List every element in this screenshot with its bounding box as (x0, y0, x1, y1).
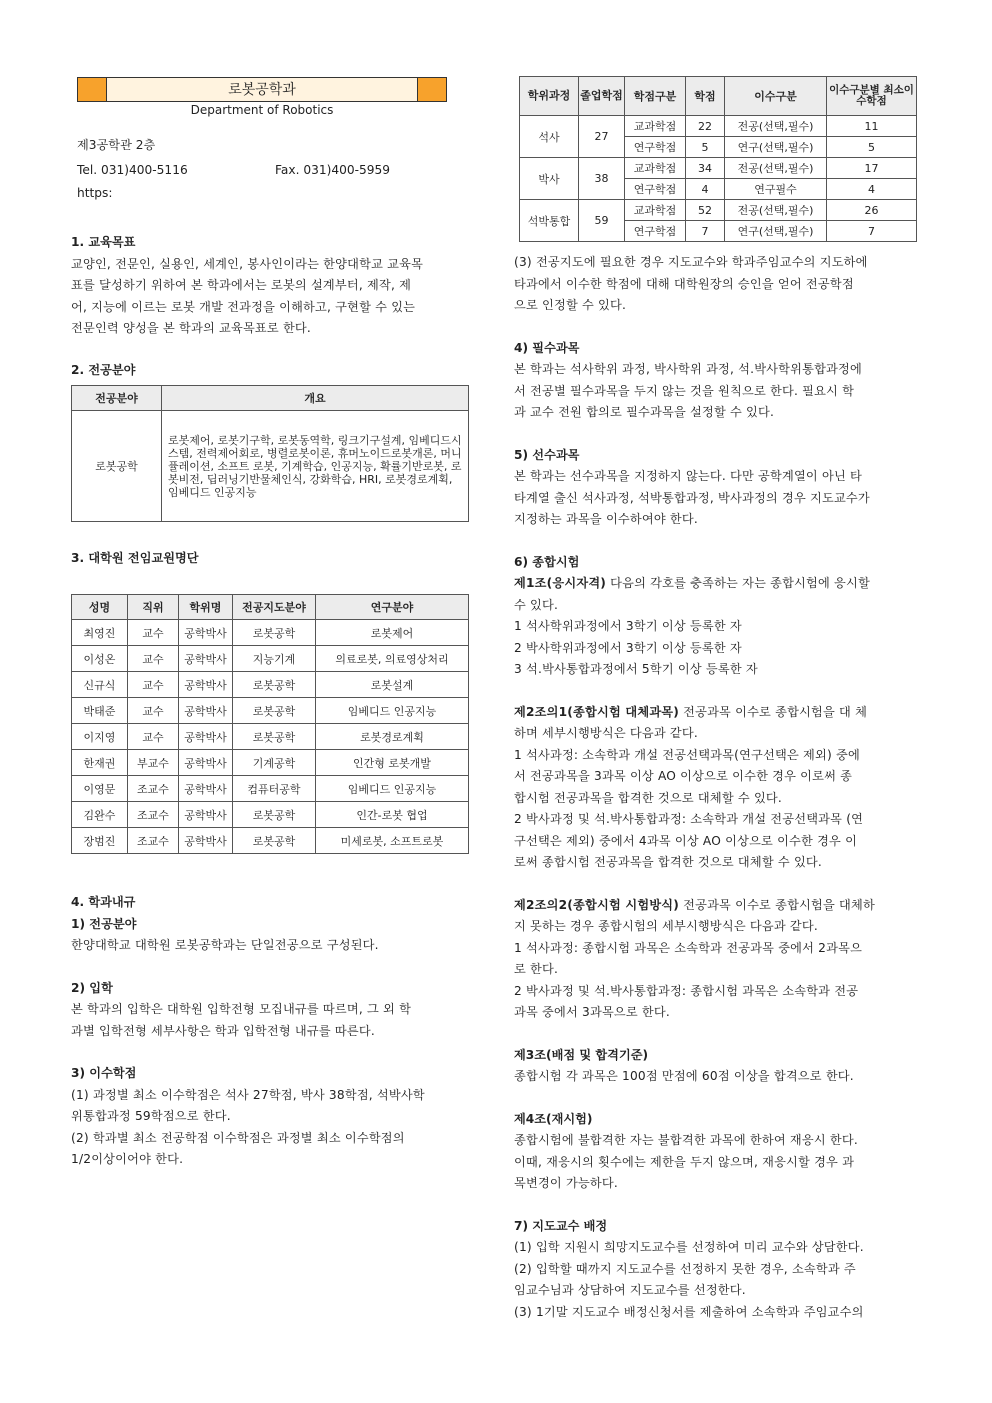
article-title: 제2조의2(종합시험 시험방식) (514, 897, 680, 912)
table-header: 졸업학점 (579, 77, 625, 116)
degree-cell: 석박통합 (520, 200, 579, 242)
credit-table (519, 76, 917, 242)
article-text: 전공과목 이수로 종합시험을 대체하 (679, 897, 875, 912)
section-heading: 1. 교육목표 (71, 235, 136, 249)
table-header: 이수구분 (725, 77, 827, 116)
section-heading: 2. 전공분야 (71, 363, 136, 377)
table-cell: 공학박사 (179, 724, 233, 750)
article-title: 제2조의1(종합시험 대체과목) (514, 704, 680, 719)
text-line: 교양인, 전문인, 실용인, 세계인, 봉사인이라는 한양대학교 교육목 (71, 256, 424, 271)
subsection-heading: 2) 입학 (71, 980, 113, 995)
subsection-heading: 7) 지도교수 배정 (514, 1218, 608, 1233)
table-header: 직위 (128, 595, 179, 620)
table-cell: 공학박사 (179, 802, 233, 828)
table-cell: 로봇공학 (233, 724, 316, 750)
table-header: 전공지도분야 (233, 595, 316, 620)
table-row (520, 116, 917, 137)
section-education-goal (71, 232, 476, 340)
table-header: 학점 (686, 77, 725, 116)
table-cell: 연구(선택,필수) (725, 221, 827, 242)
article-line (514, 702, 921, 724)
title-orange-block-left (78, 78, 107, 101)
text-line: 본 학과는 선수과목을 지정하지 않는다. 다만 공학계열이 아닌 타 (514, 469, 862, 483)
table-row (72, 828, 469, 854)
section-heading: 3. 대학원 전임교원명단 (71, 551, 199, 565)
table-cell: 신규식 (72, 672, 128, 698)
table-cell: 로봇공학 (233, 802, 316, 828)
table-cell: 임베디드 인공지능 (316, 776, 469, 802)
title-orange-block-right (417, 78, 446, 101)
text-line: 과목 중에서 3과목으로 한다. (514, 1005, 670, 1019)
table-cell: 로봇공학 (233, 698, 316, 724)
article-text: 전공과목 이수로 종합시험을 대 체 (679, 704, 868, 719)
text-line: 로써 종합시험 전공과목을 합격한 것으로 대체할 수 있다. (514, 855, 822, 869)
article-line (514, 895, 921, 917)
table-cell: 공학박사 (179, 776, 233, 802)
table-cell: 교과학점 (625, 116, 686, 137)
text-line: 서 전공별 필수과목을 두지 않는 것을 원칙으로 한다. 필요시 학 (514, 383, 855, 398)
table-cell: 조교수 (128, 802, 179, 828)
table-cell: 52 (686, 200, 725, 221)
table-row (72, 750, 469, 776)
table-cell: 공학박사 (179, 620, 233, 646)
table-cell: 교수 (128, 620, 179, 646)
text-line: 2 박사학위과정에서 3학기 이상 등록한 자 (514, 640, 742, 655)
table-cell: 교수 (128, 672, 179, 698)
text-line: (3) 1기말 지도교수 배정신청서를 제출하여 소속학과 주임교수의 (514, 1304, 864, 1319)
table-cell: 교수 (128, 724, 179, 750)
subsection-heading: 1) 전공분야 (71, 916, 137, 931)
table-header: 학위명 (179, 595, 233, 620)
table-cell: 이지영 (72, 724, 128, 750)
major-field-table (71, 385, 469, 522)
section-heading: 4. 학과내규 (71, 895, 136, 909)
text-line: (1) 과정별 최소 이수학점은 석사 27학점, 박사 38학점, 석박사학 (71, 1087, 425, 1102)
text-line: 전문인력 양성을 본 학과의 교육목표로 한다. (71, 321, 311, 335)
table-cell: 부교수 (128, 750, 179, 776)
text-line: 목변경이 가능하다. (514, 1176, 618, 1190)
article-title: 제1조(응시자격) (514, 576, 607, 590)
table-row (72, 802, 469, 828)
article-text: 다음의 각호를 충족하는 자는 종합시험에 응시할 (606, 576, 870, 590)
table-header: 개요 (162, 386, 469, 411)
homepage-link[interactable]: https: (77, 186, 113, 200)
table-cell: 로봇설계 (316, 672, 469, 698)
table-cell: 연구(선택,필수) (725, 137, 827, 158)
table-cell: 공학박사 (179, 828, 233, 854)
table-cell: 연구학점 (625, 137, 686, 158)
table-cell: 4 (827, 179, 917, 200)
total-credit-cell: 59 (579, 200, 625, 242)
table-cell: 5 (686, 137, 725, 158)
text-line: (2) 학과별 최소 전공학점 이수학점은 과정별 최소 이수학점의 (71, 1130, 405, 1145)
table-header: 전공분야 (72, 386, 162, 411)
table-cell: 공학박사 (179, 698, 233, 724)
overview-cell: 로봇제어, 로봇기구학, 로봇동역학, 링크기구설계, 임베디드시스템, 전력제어회로, 병렬로봇이론, 휴머노이드로봇개론, 머니퓰레이션, 소프트 로봇, 기계학습, 인공지능, 확률기반로봇, 로봇비전, 딥러닝기반물체인식, 강화학습, HRI, 로봇경로계획, 임베디드 인공지능 (162, 411, 469, 522)
table-cell: 한재권 (72, 750, 128, 776)
table-cell: 로봇경로계획 (316, 724, 469, 750)
table-row (72, 724, 469, 750)
total-credit-cell: 38 (579, 158, 625, 200)
text-line: 수 있다. (514, 597, 559, 612)
field-cell: 로봇공학 (72, 411, 162, 522)
tel: Tel. 031)400-5116 (77, 163, 188, 177)
right-column-text (514, 252, 921, 1323)
text-line: 으로 인정할 수 있다. (514, 298, 627, 312)
text-line: 종합시험 각 과목은 100점 만점에 60점 이상을 합격으로 한다. (514, 1069, 854, 1083)
text-line: 1/2이상이어야 한다. (71, 1152, 184, 1166)
table-row (72, 698, 469, 724)
table-cell: 교과학점 (625, 200, 686, 221)
table-cell: 로봇제어 (316, 620, 469, 646)
text-line: 이때, 재응시의 횟수에는 제한을 두지 않으며, 재응시할 경우 과 (514, 1154, 855, 1169)
section-faculty (71, 548, 476, 570)
article-title: 제3조(배점 및 합격기준) (514, 1047, 649, 1062)
table-cell: 의료로봇, 의료영상처리 (316, 646, 469, 672)
table-cell: 이성온 (72, 646, 128, 672)
fax: Fax. 031)400-5959 (275, 163, 391, 177)
table-cell: 연구필수 (725, 179, 827, 200)
text-line: 1 석사학위과정에서 3학기 이상 등록한 자 (514, 619, 742, 633)
table-cell: 교과학점 (625, 158, 686, 179)
text-line: (1) 입학 지원시 희망지도교수를 선정하여 미리 교수와 상담한다. (514, 1240, 864, 1254)
table-cell: 컴퓨터공학 (233, 776, 316, 802)
table-row (72, 646, 469, 672)
text-line: 타과에서 이수한 학점에 대해 대학원장의 승인을 얻어 전공학점 (514, 276, 854, 291)
text-line: 1 석사과정: 종합시험 과목은 소속학과 전공과목 중에서 2과목으 (514, 940, 863, 955)
text-line: (3) 전공지도에 필요한 경우 지도교수와 학과주임교수의 지도하에 (514, 255, 868, 269)
table-cell: 연구학점 (625, 179, 686, 200)
table-cell: 인간-로봇 협업 (316, 802, 469, 828)
table-row (72, 620, 469, 646)
text-line: (2) 입학할 때까지 지도교수를 선정하지 못한 경우, 소속학과 주 (514, 1261, 856, 1276)
table-cell: 로봇공학 (233, 828, 316, 854)
table-cell: 교수 (128, 698, 179, 724)
table-row (520, 200, 917, 221)
table-cell: 지능기계 (233, 646, 316, 672)
address: 제3공학관 2층 (77, 138, 156, 152)
table-cell: 17 (827, 158, 917, 179)
table-row (72, 776, 469, 802)
table-cell: 전공(선택,필수) (725, 116, 827, 137)
subsection-heading: 6) 종합시험 (514, 554, 580, 569)
text-line: 표를 달성하기 위하여 본 학과에서는 로봇의 설계부터, 제작, 제 (71, 278, 412, 292)
table-cell: 7 (686, 221, 725, 242)
table-header: 학점구분 (625, 77, 686, 116)
table-cell: 연구학점 (625, 221, 686, 242)
table-cell: 전공(선택,필수) (725, 200, 827, 221)
table-cell: 5 (827, 137, 917, 158)
text-line: 임교수님과 상담하여 지도교수를 선정한다. (514, 1283, 746, 1297)
text-line: 종합시험에 불합격한 자는 불합격한 과목에 한하여 재응시 한다. (514, 1133, 858, 1147)
text-line: 2 박사과정 및 석.박사통합과정: 소속학과 개설 전공선택과목 (연 (514, 812, 864, 826)
subsection-heading: 4) 필수과목 (514, 340, 580, 355)
text-line: 구선택은 제외) 중에서 4과목 이상 AO 이상으로 이수한 경우 이 (514, 833, 858, 848)
text-line: 타계열 출신 석사과정, 석박통합과정, 박사과정의 경우 지도교수가 (514, 490, 870, 505)
article-title: 제4조(재시험) (514, 1111, 593, 1126)
table-cell: 조교수 (128, 828, 179, 854)
table-cell: 최영진 (72, 620, 128, 646)
text-line: 1 석사과정: 소속학과 개설 전공선택과목(연구선택은 제외) 중에 (514, 747, 860, 762)
table-cell: 전공(선택,필수) (725, 158, 827, 179)
table-cell: 인간형 로봇개발 (316, 750, 469, 776)
table-cell: 김완수 (72, 802, 128, 828)
text-line: 합시험 전공과목을 합격한 것으로 대체할 수 있다. (514, 790, 782, 805)
table-row (520, 158, 917, 179)
text-line: 3 석.박사통합과정에서 5학기 이상 등록한 자 (514, 662, 758, 676)
table-cell: 조교수 (128, 776, 179, 802)
table-cell: 공학박사 (179, 672, 233, 698)
section-regulations (71, 892, 476, 1171)
text-line: 하며 세부시행방식은 다음과 같다. (514, 726, 698, 740)
table-header: 이수구분별 최소이수학점 (827, 77, 917, 116)
table-cell: 미세로봇, 소프트로봇 (316, 828, 469, 854)
table-cell: 기계공학 (233, 750, 316, 776)
table-cell: 로봇공학 (233, 620, 316, 646)
table-cell: 22 (686, 116, 725, 137)
table-cell: 26 (827, 200, 917, 221)
text-line: 로 한다. (514, 962, 559, 976)
subsection-heading: 5) 선수과목 (514, 447, 580, 462)
text-line: 본 학과는 석사학위 과정, 박사학위 과정, 석.박사학위통합과정에 (514, 362, 862, 376)
department-title: 로봇공학과 (228, 82, 296, 98)
table-cell: 공학박사 (179, 646, 233, 672)
table-cell: 이영문 (72, 776, 128, 802)
text-line: 본 학과의 입학은 대학원 입학전형 모집내규를 따르며, 그 외 학 (71, 1002, 412, 1016)
faculty-table (71, 594, 469, 854)
text-line: 지정하는 과목을 이수하여야 한다. (514, 512, 698, 526)
table-cell: 임베디드 인공지능 (316, 698, 469, 724)
table-header: 학위과정 (520, 77, 579, 116)
subsection-heading: 3) 이수학점 (71, 1066, 137, 1080)
table-header: 성명 (72, 595, 128, 620)
section-major-field (71, 360, 476, 382)
text-line: 2 박사과정 및 석.박사통합과정: 종합시험 과목은 소속학과 전공 (514, 983, 859, 998)
table-cell: 7 (827, 221, 917, 242)
text-line: 과 교수 전원 합의로 필수과목을 설정할 수 있다. (514, 405, 775, 419)
article-line (514, 573, 921, 595)
degree-cell: 석사 (520, 116, 579, 158)
table-cell: 박태준 (72, 698, 128, 724)
table-cell: 공학박사 (179, 750, 233, 776)
department-subtitle: Department of Robotics (190, 103, 334, 117)
table-cell: 11 (827, 116, 917, 137)
department-title-bar (77, 77, 447, 102)
text-line: 위통합과정 59학점으로 한다. (71, 1109, 231, 1123)
total-credit-cell: 27 (579, 116, 625, 158)
table-row (72, 672, 469, 698)
text-line: 어, 지능에 이르는 로봇 개발 전과정을 이해하고, 구현할 수 있는 (71, 299, 416, 314)
degree-cell: 박사 (520, 158, 579, 200)
text-line: 지 못하는 경우 종합시험의 세부시행방식은 다음과 같다. (514, 919, 818, 933)
table-cell: 34 (686, 158, 725, 179)
text-line: 서 전공과목을 3과목 이상 AO 이상으로 이수한 경우 이로써 종 (514, 769, 853, 783)
text-line: 한양대학교 대학원 로봇공학과는 단일전공으로 구성된다. (71, 938, 379, 952)
table-cell: 로봇공학 (233, 672, 316, 698)
table-cell: 4 (686, 179, 725, 200)
text-line: 과별 입학전형 세부사항은 학과 입학전형 내규를 따른다. (71, 1023, 375, 1038)
table-header: 연구분야 (316, 595, 469, 620)
table-cell: 교수 (128, 646, 179, 672)
table-cell: 장범진 (72, 828, 128, 854)
